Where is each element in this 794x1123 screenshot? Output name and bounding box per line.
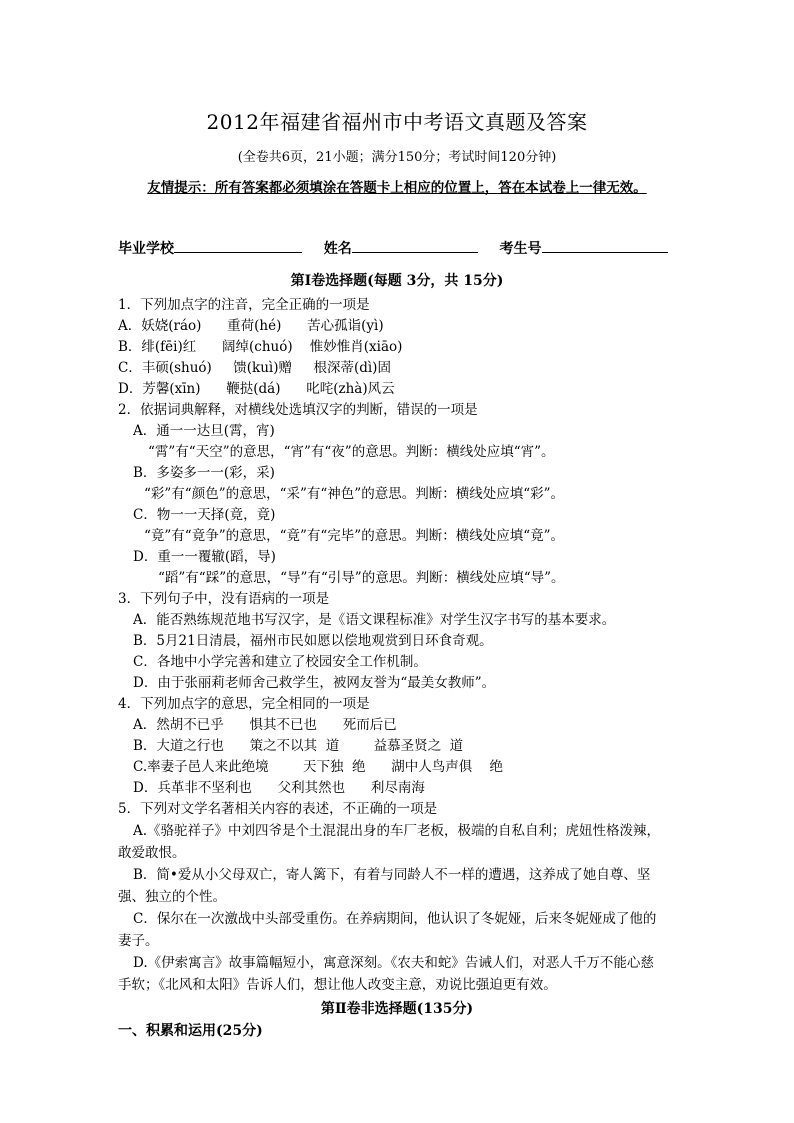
q3-option-d: D．由于张丽莉老师舍己救学生，被网友誉为“最美女教师”。 — [133, 675, 496, 691]
name-label: 姓名 — [323, 241, 352, 257]
q2-option-b: B．多姿多一一(彩，采) — [133, 465, 275, 481]
school-label: 毕业学校 — [118, 241, 174, 257]
q2-option-a-note: “霄”有“天空”的意思，“宵”有“夜”的意思。判断：横线处应填“宵”。 — [148, 444, 555, 460]
q2-option-d: D．重一一覆辙(蹈，导) — [133, 549, 276, 565]
q3-stem: 3．下列句子中，没有语病的一项是 — [118, 591, 330, 607]
name-blank[interactable] — [352, 238, 478, 253]
student-info-fields — [118, 238, 668, 258]
q5-option-c-line2: 妻子。 — [118, 933, 159, 949]
q4-option-d: D．兵革非不坚利也 父利其然也 利尽南海 — [133, 780, 425, 796]
exam-subtitle: (全卷共6页，21小题；满分150分；考试时间120分钟) — [237, 150, 557, 165]
q3-option-a: A．能否熟练规范地书写汉字，是《语文课程标准》对学生汉字书写的基本要求。 — [133, 612, 616, 628]
section1-title: 一、积累和运用(25分) — [118, 1023, 263, 1039]
q2-option-a: A．通一一达旦(霄，宵) — [133, 423, 275, 439]
q5-option-b-line1: B．简•爱从小父母双亡，寄人篱下，有着与同龄人不一样的遭遇，这养成了她自尊、坚 — [133, 867, 651, 883]
q4-stem: 4．下列加点字的意思，完全相同的一项是 — [118, 696, 370, 712]
q2-stem: 2．依据词典解释，对横线处选填汉字的判断，错误的一项是 — [118, 402, 478, 418]
part2-title: 第Ⅱ卷非选择题(135分) — [320, 1001, 474, 1017]
exam-number-blank[interactable] — [542, 238, 668, 253]
q2-option-b-note: “彩”有“颜色”的意思，“采”有“神色”的意思。判断：横线处应填“彩”。 — [144, 486, 565, 502]
q3-option-c: C．各地中小学完善和建立了校园安全工作机制。 — [133, 654, 427, 670]
friendly-tip — [0, 176, 794, 196]
q5-option-c-line1: C．保尔在一次激战中头部受重伤。在养病期间，他认识了冬妮娅，后来冬妮娅成了他的 — [133, 911, 657, 927]
q5-option-b-line2: 强、独立的个性。 — [118, 889, 226, 905]
q5-option-a-line1: A.《骆驼祥子》中刘四爷是个土混混出身的车厂老板，极端的自私自利；虎妞性格泼辣， — [133, 823, 661, 839]
q1-option-c: C．丰硕(shuó) 馈(kuì)赠 根深蒂(dì)固 — [118, 360, 391, 376]
exam-number-label: 考生号 — [499, 241, 542, 257]
q1-option-d: D．芳馨(xīn) 鞭挞(dá) 叱咤(zhà)风云 — [118, 381, 395, 397]
q3-option-b: B．5月21日清晨，福州市民如愿以偿地观赏到日环食奇观。 — [133, 633, 493, 649]
q2-option-c-note: “竟”有“竟争”的意思，“竟”有“完毕”的意思。判断：横线处应填“竟”。 — [144, 528, 565, 544]
q5-stem: 5．下列对文学名著相关内容的表述，不正确的一项是 — [118, 801, 438, 817]
q1-option-b: B．绯(fēi)红 阔绰(chuó) 惟妙惟肖(xiāo) — [118, 339, 403, 355]
q1-option-a: A．妖娆(ráo) 重荷(hé) 苦心孤诣(yì) — [118, 318, 384, 334]
q5-option-d-line2: 手软；《北风和太阳》告诉人们，想让他人改变主意，劝说比强迫更有效。 — [118, 977, 557, 993]
q4-option-a: A．然胡不已乎 惧其不已也 死而后已 — [133, 717, 397, 733]
q2-option-c: C．物一一天择(竟，竟) — [133, 507, 276, 523]
q1-stem: 1．下列加点字的注音，完全正确的一项是 — [118, 297, 370, 313]
school-blank[interactable] — [174, 238, 302, 253]
q2-option-d-note: “蹈”有“踩”的意思，“导”有“引导”的意思。判断：横线处应填“导”。 — [158, 570, 565, 586]
q4-option-c: C.率妻子邑人来此绝境 天下独 绝 湖中人鸟声俱 绝 — [133, 759, 503, 775]
q5-option-d-line1: D.《伊索寓言》故事篇幅短小，寓意深刻。《农夫和蛇》告诫人们，对恶人千万不能心慈 — [133, 955, 654, 971]
q5-option-a-line2: 敢爱敢恨。 — [118, 845, 186, 861]
part1-title: 第Ⅰ卷选择题(每题 3分，共 15分) — [290, 273, 504, 289]
friendly-tip-text: 友情提示：所有答案都必须填涂在答题卡上相应的位置上，答在本试卷上一律无效。 — [147, 180, 647, 196]
exam-title: 2012年福建省福州市中考语文真题及答案 — [206, 110, 588, 134]
q4-option-b: B．大道之行也 策之不以其 道 益慕圣贤之 道 — [133, 738, 464, 754]
